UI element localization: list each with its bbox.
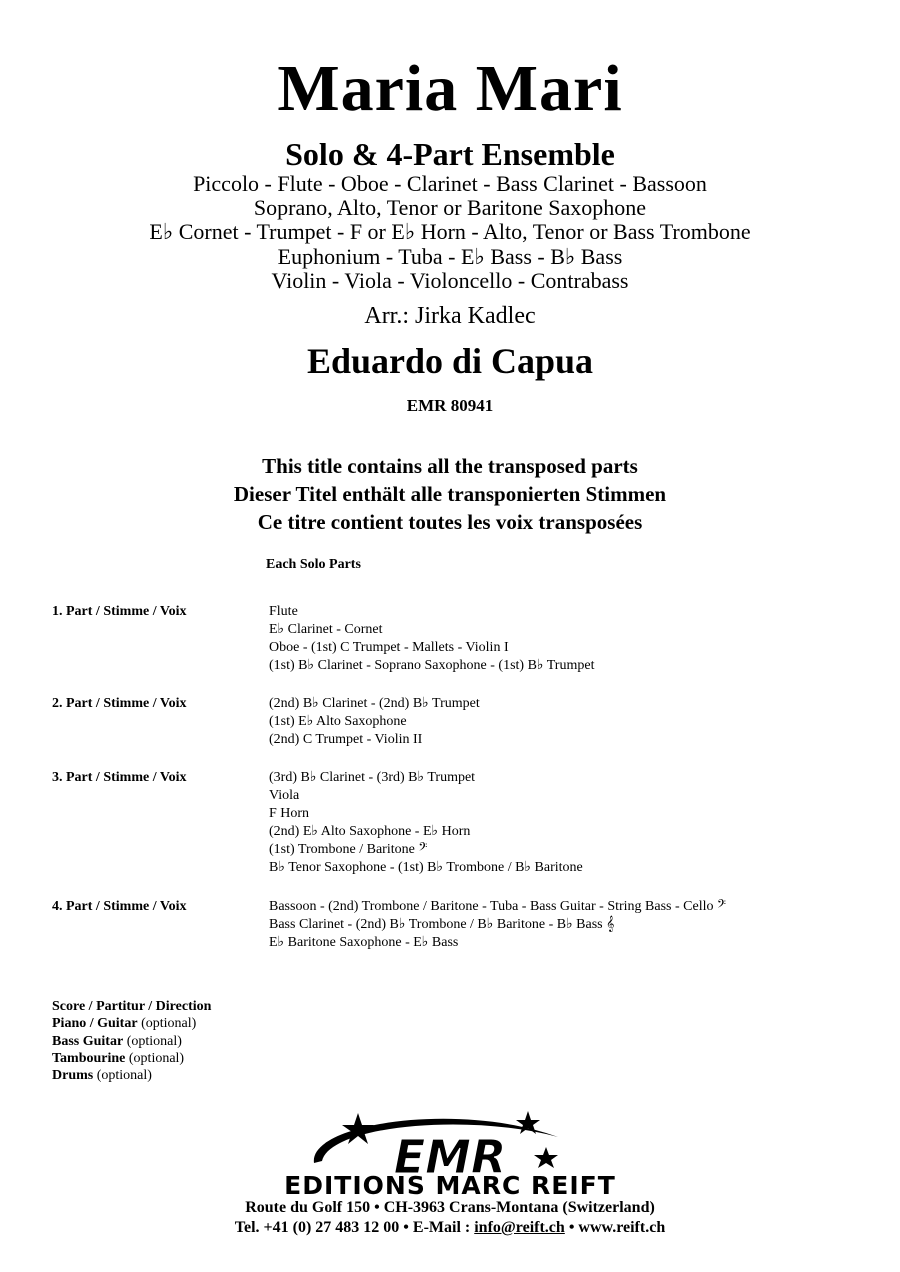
instrumentation-line: E♭ Cornet - Trumpet - F or E♭ Horn - Alto, Tenor or Bass Trombone <box>149 219 751 245</box>
part-instrument-line: (1st) E♭ Alto Saxophone <box>269 714 407 729</box>
part-instrument-line: Flute <box>269 604 298 619</box>
each-solo-parts-heading: Each Solo Parts <box>266 557 361 572</box>
part-label: 1. Part / Stimme / Voix <box>52 604 187 619</box>
part-instrument-line: (2nd) B♭ Clarinet - (2nd) B♭ Trumpet <box>269 696 480 711</box>
score-title: Maria Mari <box>277 52 623 125</box>
instrumentation-line: Piccolo - Flute - Oboe - Clarinet - Bass Clarinet - Bassoon <box>193 171 707 196</box>
part-label: 3. Part / Stimme / Voix <box>52 770 187 785</box>
additional-part-name: Score / Partitur / Direction <box>52 999 212 1014</box>
catalog-number: EMR 80941 <box>406 396 494 415</box>
additional-part-note: (optional) <box>125 1050 185 1066</box>
instrumentation-list <box>0 172 900 293</box>
part-instrument-line: E♭ Baritone Saxophone - E♭ Bass <box>269 935 459 950</box>
part-instrument-line: B♭ Tenor Saxophone - (1st) B♭ Trombone / B♭ Baritone <box>269 860 583 875</box>
additional-part-note: (optional) <box>93 1068 152 1084</box>
contact-website: • www.reift.ch <box>564 1219 666 1236</box>
notice-line-de: Dieser Titel enthält alle transponierten Stimmen <box>233 482 667 506</box>
additional-part-name: Drums <box>52 1068 94 1084</box>
contact-phone: Tel. +41 (0) 27 483 12 00 • E-Mail : <box>234 1219 475 1236</box>
ensemble-subtitle: Solo & 4-Part Ensemble <box>285 136 615 172</box>
logo-text: EMR <box>393 1130 507 1184</box>
notice-line-en: This title contains all the transposed parts <box>262 454 638 478</box>
additional-part <box>52 1067 211 1084</box>
part-instrument-list <box>269 695 480 749</box>
part-instrument-line: (1st) B♭ Clarinet - Soprano Saxophone - (1st) B♭ Trumpet <box>269 658 595 673</box>
publisher-address: Route du Golf 150 • CH-3963 Crans-Montana (Switzerland) <box>245 1199 655 1216</box>
publisher-contact <box>0 1218 900 1238</box>
additional-part <box>52 1015 211 1032</box>
notice-line-fr: Ce titre contient toutes les voix transposées <box>257 510 643 534</box>
part-instrument-list <box>269 769 583 877</box>
additional-part-name: Tambourine <box>52 1050 126 1066</box>
part-instrument-list <box>269 898 726 952</box>
part-instrument-list <box>269 603 594 675</box>
logo-star-icon <box>534 1147 558 1168</box>
instrumentation-line: Violin - Viola - Violoncello - Contrabass <box>271 267 629 293</box>
part-instrument-line: F Horn <box>269 806 310 821</box>
additional-part-name: Piano / Guitar <box>52 1016 138 1032</box>
additional-part-note: (optional) <box>137 1016 197 1032</box>
part-instrument-line: Viola <box>269 788 300 803</box>
part-instrument-line: Bassoon - (2nd) Trombone / Baritone - Tuba - Bass Guitar - String Bass - Cello 𝄢 <box>269 899 726 914</box>
part-instrument-line: Bass Clarinet - (2nd) B♭ Trombone / B♭ Baritone - B♭ Bass 𝄞 <box>269 917 615 932</box>
part-label: 2. Part / Stimme / Voix <box>52 696 187 711</box>
additional-part <box>52 1033 211 1050</box>
transposed-parts-notice <box>0 452 900 536</box>
part-instrument-line: (1st) Trombone / Baritone 𝄢 <box>269 842 428 857</box>
instrumentation-line: Euphonium - Tuba - E♭ Bass - B♭ Bass <box>277 243 623 269</box>
additional-parts-list <box>52 998 211 1084</box>
composer-name: Eduardo di Capua <box>306 341 594 381</box>
additional-part <box>52 1050 211 1067</box>
additional-part-name: Bass Guitar <box>52 1033 124 1049</box>
part-instrument-line: (3rd) B♭ Clarinet - (3rd) B♭ Trumpet <box>269 770 476 785</box>
additional-part <box>52 998 211 1015</box>
publisher-name: EDITIONS MARC REIFT <box>284 1171 616 1200</box>
part-instrument-line: (2nd) C Trumpet - Violin II <box>269 732 423 747</box>
instrumentation-line: Soprano, Alto, Tenor or Baritone Saxophone <box>253 195 647 221</box>
arranger-credit: Arr.: Jirka Kadlec <box>364 303 536 329</box>
part-instrument-line: E♭ Clarinet - Cornet <box>269 622 383 637</box>
additional-part-note: (optional) <box>123 1033 182 1049</box>
part-instrument-line: (2nd) E♭ Alto Saxophone - E♭ Horn <box>269 824 471 839</box>
part-label: 4. Part / Stimme / Voix <box>52 899 187 914</box>
part-instrument-line: Oboe - (1st) C Trumpet - Mallets - Violin I <box>269 640 509 655</box>
contact-email-link[interactable]: info@reift.ch <box>474 1219 565 1236</box>
